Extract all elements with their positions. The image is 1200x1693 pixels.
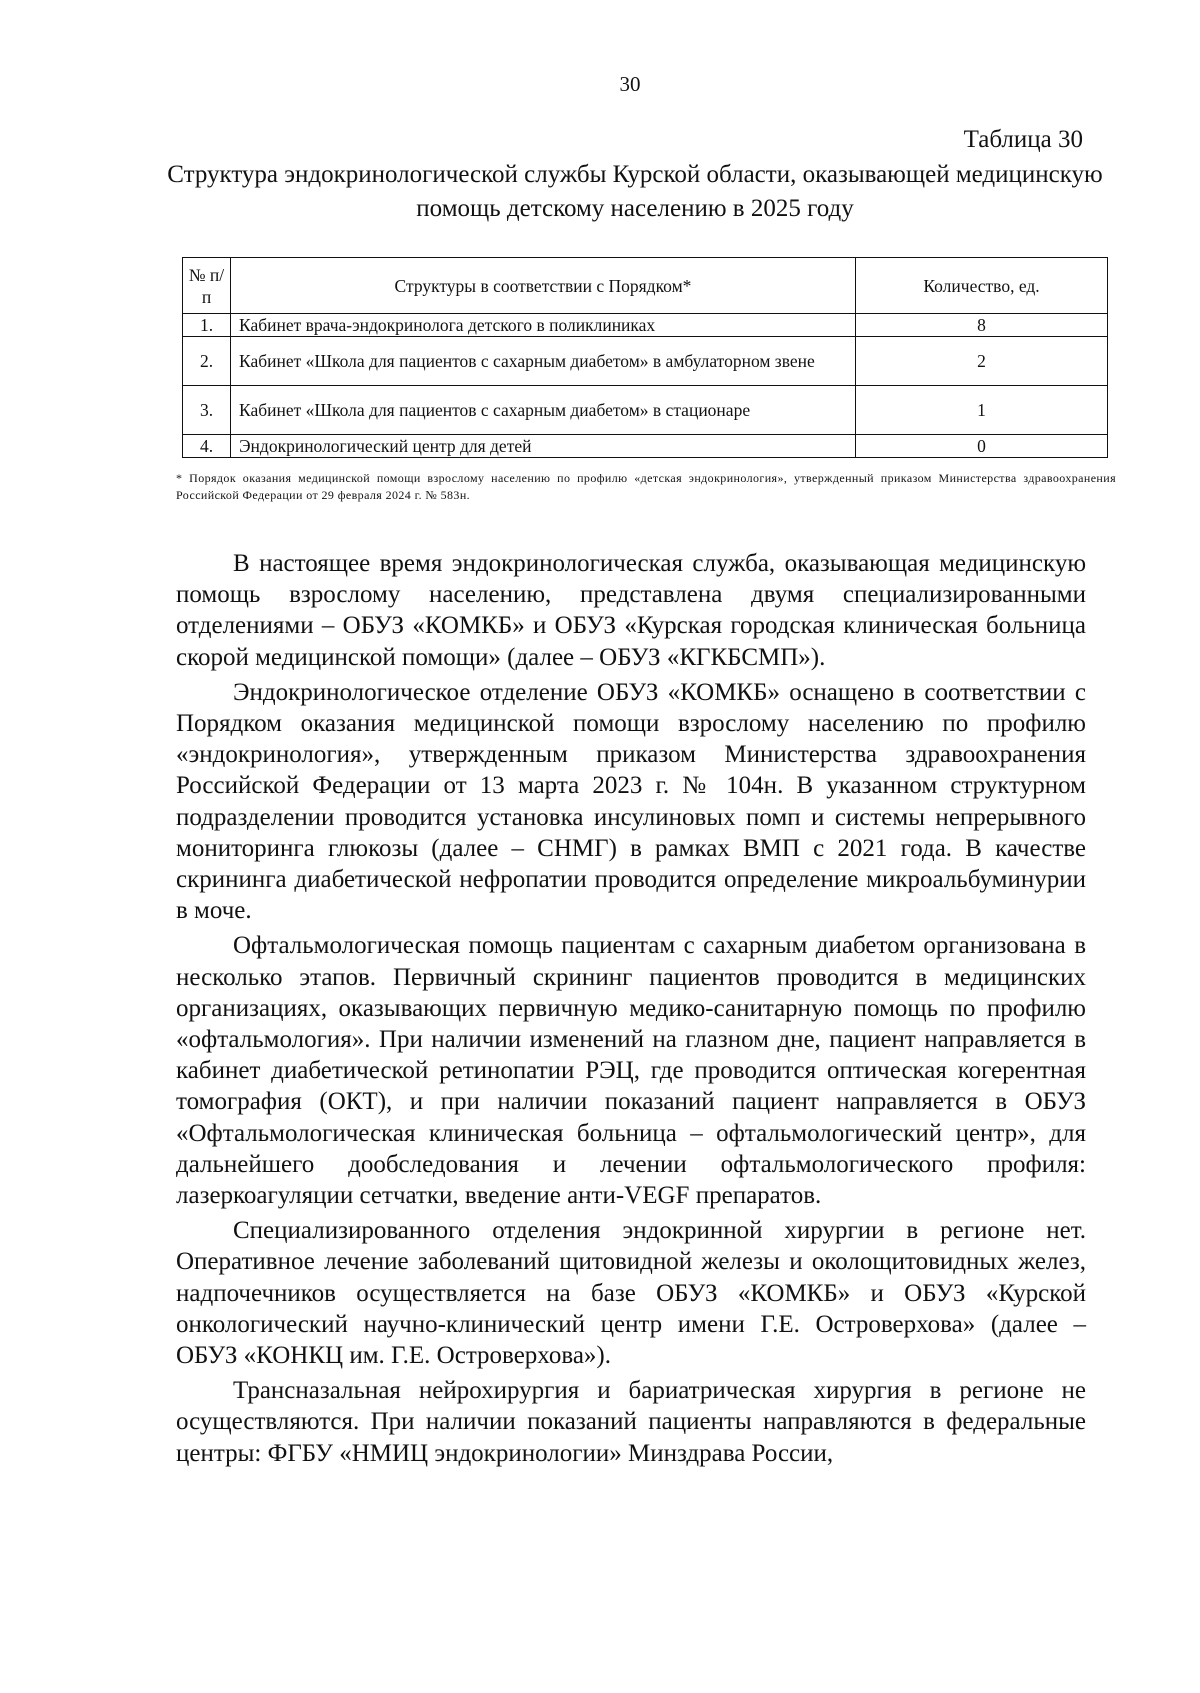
- row-qty: 8: [856, 314, 1108, 337]
- table-header-row: [183, 258, 1108, 314]
- page-number: 30: [619, 72, 641, 96]
- table-caption: Таблица 30: [963, 126, 1083, 153]
- row-qty: 2: [856, 337, 1108, 386]
- body-text: [176, 548, 1086, 1469]
- paragraph: Трансназальная нейрохирургия и бариатрическая хирургия в регионе не осуществляются. При наличии показаний пациенты направляются в федеральные центры: ФГБУ «НМИЦ эндокринологии» Минздрава России,: [176, 1377, 1086, 1467]
- header-num: № п/п: [183, 258, 231, 314]
- paragraph: Эндокринологическое отделение ОБУЗ «КОМКБ» оснащено в соответствии с Порядком оказания медицинской помощи взрослому населению по профилю «эндокринология», утвержденным приказом Министерства здравоохранения Российской Федерации от 13 марта 2023 г. № 104н. В указанном структурном подразделении проводится установка инсулиновых помп и системы непрерывного мониторинга глюкозы (далее – СНМГ) в рамках ВМП с 2021 года. В качестве скрининга диабетической нефропатии проводится определение микроальбуминурии в моче.: [176, 678, 1086, 925]
- row-qty: 0: [856, 435, 1108, 458]
- row-qty: 1: [856, 386, 1108, 435]
- table-footnote: * Порядок оказания медицинской помощи взрослому населению по профилю «детская эндокринология», утвержденный приказом Министерства здравоохранения Российской Федерации от 29 февраля 2024 г. № 583н.: [176, 471, 1116, 502]
- row-num: 4.: [183, 435, 231, 458]
- paragraph: Специализированного отделения эндокринной хирургии в регионе нет. Оперативное лечение заболеваний щитовидной железы и околощитовидных желез, надпочечников осуществляется на базе ОБУЗ «КОМКБ» и ОБУЗ «Курской онкологический научно-клинический центр имени Г.Е. Островерхова» (далее – ОБУЗ «КОНКЦ им. Г.Е. Островерхова»).: [176, 1217, 1086, 1370]
- table-row: [183, 386, 1108, 435]
- row-num: 3.: [183, 386, 231, 435]
- header-name: Структуры в соответствии с Порядком*: [231, 258, 856, 314]
- row-name: Кабинет врача-эндокринолога детского в поликлиниках: [231, 314, 856, 337]
- paragraph: Офтальмологическая помощь пациентам с сахарным диабетом организована в несколько этапов. Первичный скрининг пациентов проводится в медицинских организациях, оказывающих первичную медико-санитарную помощь по профилю «офтальмология». При наличии изменений на глазном дне, пациент направляется в кабинет диабетической ретинопатии РЭЦ, где проводится оптическая когерентная томография (ОКТ), и при наличии показаний пациент направляется в ОБУЗ «Офтальмологическая клиническая больница – офтальмологический центр», для дальнейшего дообследования и лечении офтальмологического профиля: лазеркоагуляции сетчатки, введение анти-VEGF препаратов.: [176, 932, 1086, 1210]
- structure-table: [182, 257, 1108, 458]
- document-title: Структура эндокринологической службы Курской области, оказывающей медицинскую помощь детскому населению в 2025 году: [167, 161, 1103, 222]
- row-name: Кабинет «Школа для пациентов с сахарным диабетом» в амбулаторном звене: [231, 337, 856, 386]
- table-row: [183, 435, 1108, 458]
- table-row: [183, 314, 1108, 337]
- row-num: 1.: [183, 314, 231, 337]
- row-name: Эндокринологический центр для детей: [231, 435, 856, 458]
- row-num: 2.: [183, 337, 231, 386]
- header-qty: Количество, ед.: [856, 258, 1108, 314]
- paragraph: В настоящее время эндокринологическая служба, оказывающая медицинскую помощь взрослому населению, представлена двумя специализированными отделениями – ОБУЗ «КОМКБ» и ОБУЗ «Курская городская клиническая больница скорой медицинской помощи» (далее – ОБУЗ «КГКБСМП»).: [176, 550, 1086, 671]
- row-name: Кабинет «Школа для пациентов с сахарным диабетом» в стационаре: [231, 386, 856, 435]
- table-row: [183, 337, 1108, 386]
